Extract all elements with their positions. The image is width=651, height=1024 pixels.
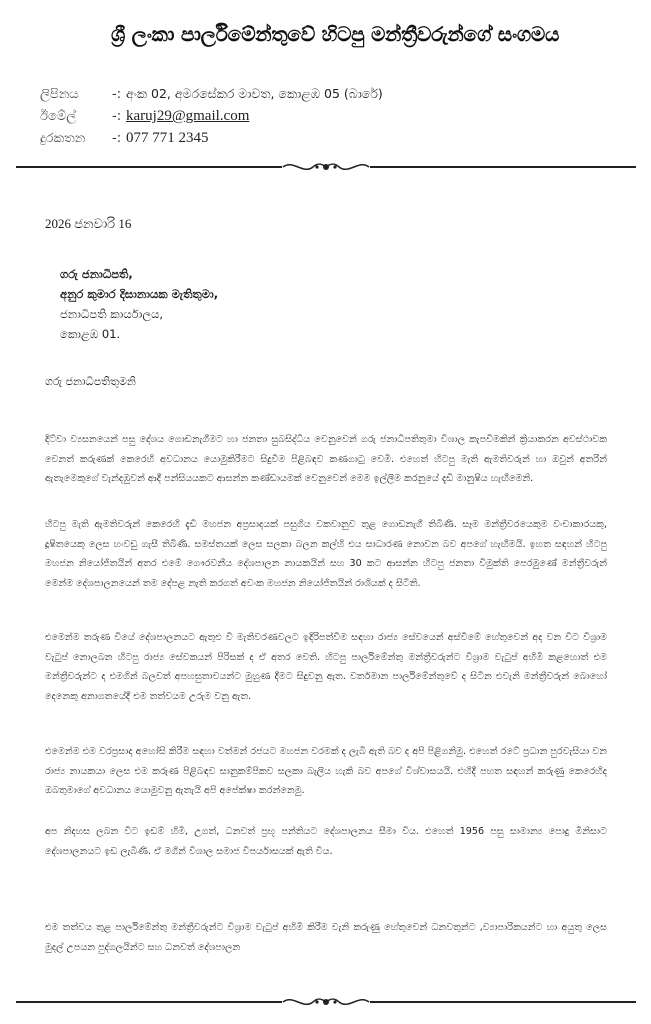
- body-paragraph: එම තත්වය තුළ පාර්ලිමේන්තු මන්ත්‍රීවරුන්ට විශ්‍රාම වැටුප් අහිමි කිරීම වැනි කරුණු හේතුවෙන් ධනවතුන්ට ,ව්‍යාපාරිකයන්ට හා අයුතු ලෙස මුදල් උපයන පුද්ගලයින්ට සහ ධනවත් දේශපාලන: [45, 922, 607, 953]
- recipient-line: අනුර කුමාර දිසානායක මැතිතුමා,: [60, 287, 219, 301]
- email-line: [40, 108, 249, 125]
- address-line: [40, 86, 383, 102]
- ornament-icon: [281, 992, 371, 1012]
- top-divider: [0, 157, 651, 177]
- letter-date: 2026 ජනවාරි 16: [45, 216, 132, 231]
- email-link[interactable]: karuj29@gmail.com: [126, 108, 250, 124]
- recipient-address: [60, 264, 218, 344]
- phone-line: [40, 130, 209, 147]
- bottom-divider: [0, 992, 651, 1012]
- address-separator: -:: [112, 87, 122, 102]
- recipient-line: කොළඹ 01.: [60, 327, 121, 341]
- address-label: ලිපිනය: [40, 87, 79, 102]
- recipient-line: ගරු ජනාධිපති,: [60, 267, 133, 281]
- ornament-icon: [281, 157, 371, 177]
- organization-title: ශ්‍රී ලංකා පාර්ලිමේන්තුවේ හිටපු මන්ත්‍රීවරුන්ගේ සංගමය: [110, 22, 560, 46]
- phone-separator: -:: [112, 131, 122, 146]
- salutation: ගරු ජනාධිපතිතුමනි: [45, 375, 136, 388]
- address-value: අංක 02, අමරසේකර මාවත, කොළඹ 05 (බාරේ): [126, 86, 383, 101]
- body-paragraph: අප නිදහස ලබන විට ඉඩම් හිමි, උගත්, ධනවත් ප්‍රභූ පන්තියට දේශපාලනය සීමා විය. එහෙත් 1956 පසු සාමාන්‍ය පොදු මිනිසාට දේශපාලනයට ඉඩ ලැබිණි. ඒ මගින් විශාල සමාජ විපර්යාසයක් ඇති විය.: [45, 826, 607, 857]
- email-separator: -:: [112, 109, 122, 124]
- body-paragraph: දිට්වා ව්‍යසනයෙන් පසු දේශය ගොඩනැගීමට හා ජනතා සුබසිද්ධිය වෙනුවෙන් ගරු ජනාධිපතිතුමා විශාල කැපවීමකින් ක්‍රියාකරන අවස්ථාවක වෙනත් කරුණක් කෙරෙහි අවධානය යොමුකිරීමට සිදුවීම පිළිබඳව කණගාටු වෙමි. එහෙත් හිටපු මැති ඇමතිවරුන් හා ඔවුන් අතරින් ඇතැමෙකුගේ වැන්දඹුවන් ආදී පන්සියයකට ආසන්න කණ්ඩායමක් වෙනුවෙන් මෙම ඉල්ලීම කරනුයේ දැඩි මානුෂිය හැඟීමෙනි.: [45, 434, 607, 484]
- recipient-line: ජනාධිපති කාර්යාලය,: [60, 307, 164, 321]
- body-paragraph: හිටපු මැති ඇමතිවරුන් කෙරෙහි දැඩි මහජන අප්‍රසාදයක් පසුගිය වකවානුව තුළ ගොඩනැගී තිබිණි. සෑම මන්ත්‍රීවරයෙකුම වංචාකාරයකු, දූෂිතයෙකු ලෙස හංවඩු ගැසී තිබිණි. සමස්තයක් ලෙස සලකා බලන කල්හි එය සාධාරණ නොවන බව අපගේ හැඟීමයි. ඉහත සඳහන් හිටපු මහජන නියෝජිතයින් අතර එමේ ගෞරවනීය දේශපාලන නායකයින් සහ 30 කට ආසන්න හිටපු ජනතා විමුක්ති පෙරමුණේ මන්ත්‍රීවරුන් මෙන්ම දේශපාලනයෙන් තම දේපළ නැති කරගත් අවංක මහජන නියෝජිතයින් රාශියක් ද සිටිති.: [45, 519, 607, 589]
- body-paragraph: එමෙන්ම තරුණ වියේ දේශපාලනයට ඇතුළු වී මැතිවරණවලට ඉදිරිපත්වීම සඳහා රාජ්‍ය සේවයෙන් අස්වීමේ හේතුවෙන් අද වන විට විශ්‍රාම වැටුප් නොලබන හිටපු රාජ්‍ය සේවකයන් පිරිසක් ද ඒ අතර වෙති. හිටපු පාර්ලිමේන්තු මන්ත්‍රීවරුන්ට විශ්‍රාම වැටුප් අහිමි කළහොත් එම මන්ත්‍රීවරුන්ට ද එමගින් බලවත් අපහසුතාවයන්ට මුහුණ දීමට සිදුවනු ඇත. වර්තමාන පාර්ලිමේන්තුවේ ද සිටින එවැනි මන්ත්‍රීවරුන් බොහෝ දෙනෙකු අනාගතයේදී එම තත්වයම උරුම වනු ඇත.: [45, 632, 607, 702]
- phone-value: 077 771 2345: [126, 130, 209, 146]
- phone-label: දුරකතන: [40, 131, 86, 146]
- email-label: ඊමේල්: [40, 109, 77, 124]
- body-paragraph: එමෙන්ම එම වරප්‍රසාද අහෝසි කිරීම සඳහා වත්මන් රජයට මහජන වරමක් ද ලැබී ඇති බව ද අපි පිළිගනිමු. එහෙත් රටේ ප්‍රධාන පුරවැසියා වන රාජ්‍ය නායකයා ලෙස එම කරුණ පිළිබඳව සානුකම්පිකව සලකා බැලිය හැකි බව අපගේ විශ්වාසයයි. එහිදී පහත සඳහන් කරුණු කෙරෙහිද ඔබතුමාගේ අවධානය යොමුවනු ඇතැයි අපි අපේක්ෂා කරන්නෙමු.: [45, 746, 607, 796]
